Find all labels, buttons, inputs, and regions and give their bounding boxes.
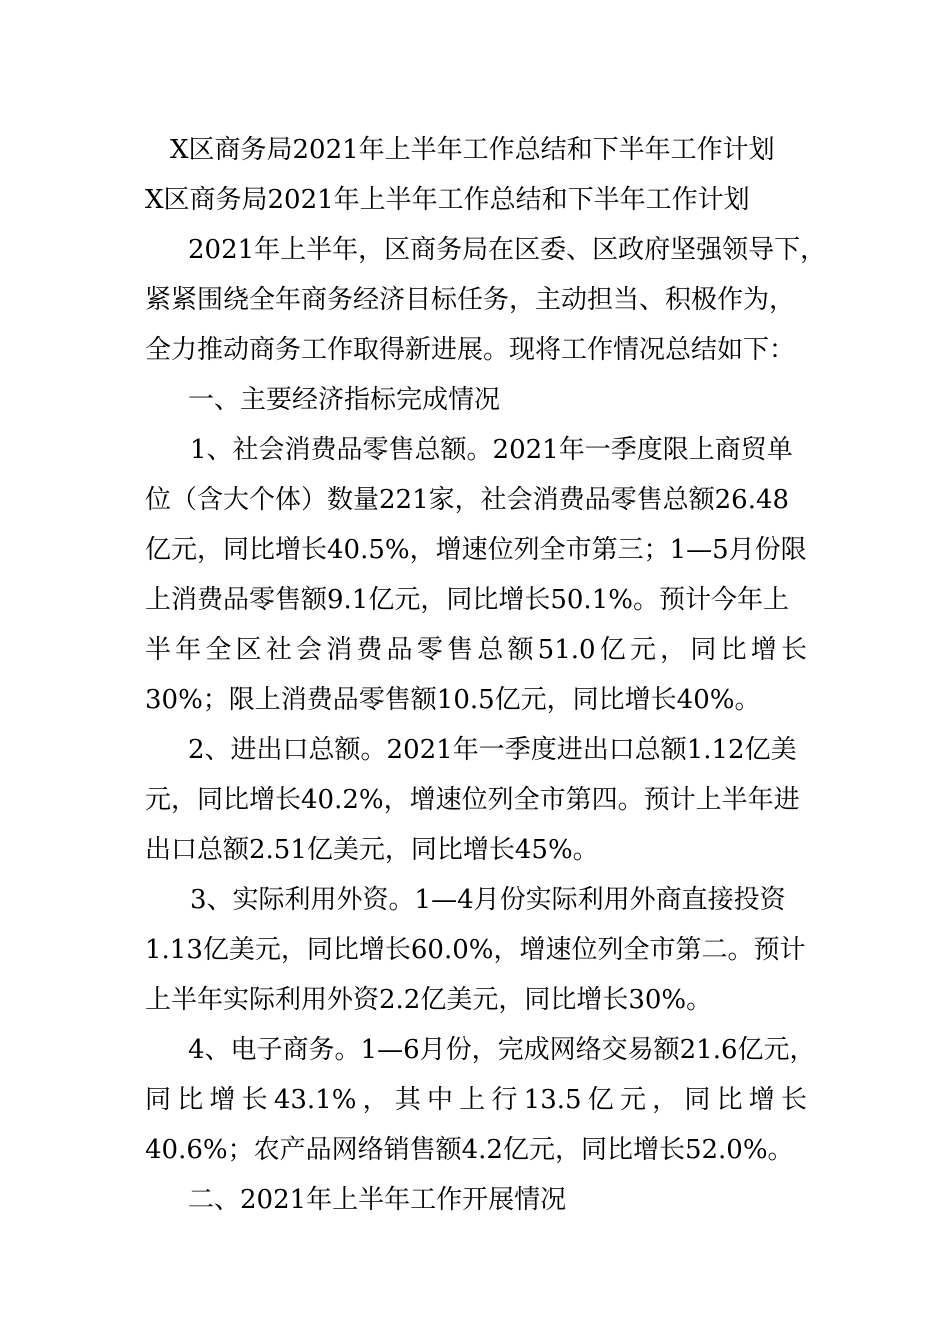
paragraph-line: 1、社会消费品零售总额。2021年一季度限上商贸单	[190, 435, 793, 465]
paragraph-line: 2、进出口总额。2021年一季度进出口总额1.12亿美	[188, 735, 797, 765]
intro-line: 全力推动商务工作取得新进展。现将工作情况总结如下：	[145, 335, 796, 365]
paragraph-line: 上半年实际利用外资2.2亿美元，同比增长30%。	[145, 985, 713, 1015]
paragraph-line: 40.6%；农产品网络销售额4.2亿元，同比增长52.0%。	[145, 1135, 794, 1165]
paragraph-line: 1.13亿美元，同比增长60.0%，增速位列全市第二。预计	[145, 935, 806, 965]
document-title: X区商务局2021年上半年工作总结和下半年工作计划	[170, 135, 775, 165]
intro-line: 紧紧围绕全年商务经济目标任务，主动担当、积极作为，	[145, 285, 796, 315]
section-heading: 一、主要经济指标完成情况	[188, 385, 501, 415]
paragraph-line: 元，同比增长40.2%，增速位列全市第四。预计上半年进	[145, 785, 800, 815]
paragraph-line: 亿元，同比增长40.5%，增速位列全市第三；1—5月份限	[145, 535, 807, 565]
paragraph-line: 上消费品零售额9.1亿元，同比增长50.1%。预计今年上	[145, 585, 789, 615]
paragraph-line: 半年全区社会消费品零售总额51.0亿元，同比增长	[145, 635, 807, 665]
section-heading: 二、2021年上半年工作开展情况	[188, 1185, 567, 1215]
paragraph-line: 位（含大个体）数量221家，社会消费品零售总额26.48	[145, 485, 790, 515]
paragraph-line: 同比增长43.1%，其中上行13.5亿元，同比增长	[145, 1085, 807, 1115]
paragraph-line: 3、实际利用外资。1—4月份实际利用外商直接投资	[190, 885, 786, 915]
intro-line: 2021年上半年，区商务局在区委、区政府坚强领导下，	[188, 235, 827, 265]
paragraph-line: 出口总额2.51亿美元，同比增长45%。	[145, 835, 599, 865]
paragraph-line: 4、电子商务。1—6月份，完成网络交易额21.6亿元，	[188, 1035, 816, 1065]
paragraph-line: 30%；限上消费品零售额10.5亿元，同比增长40%。	[145, 685, 761, 715]
document-subtitle: X区商务局2021年上半年工作总结和下半年工作计划	[145, 185, 750, 215]
